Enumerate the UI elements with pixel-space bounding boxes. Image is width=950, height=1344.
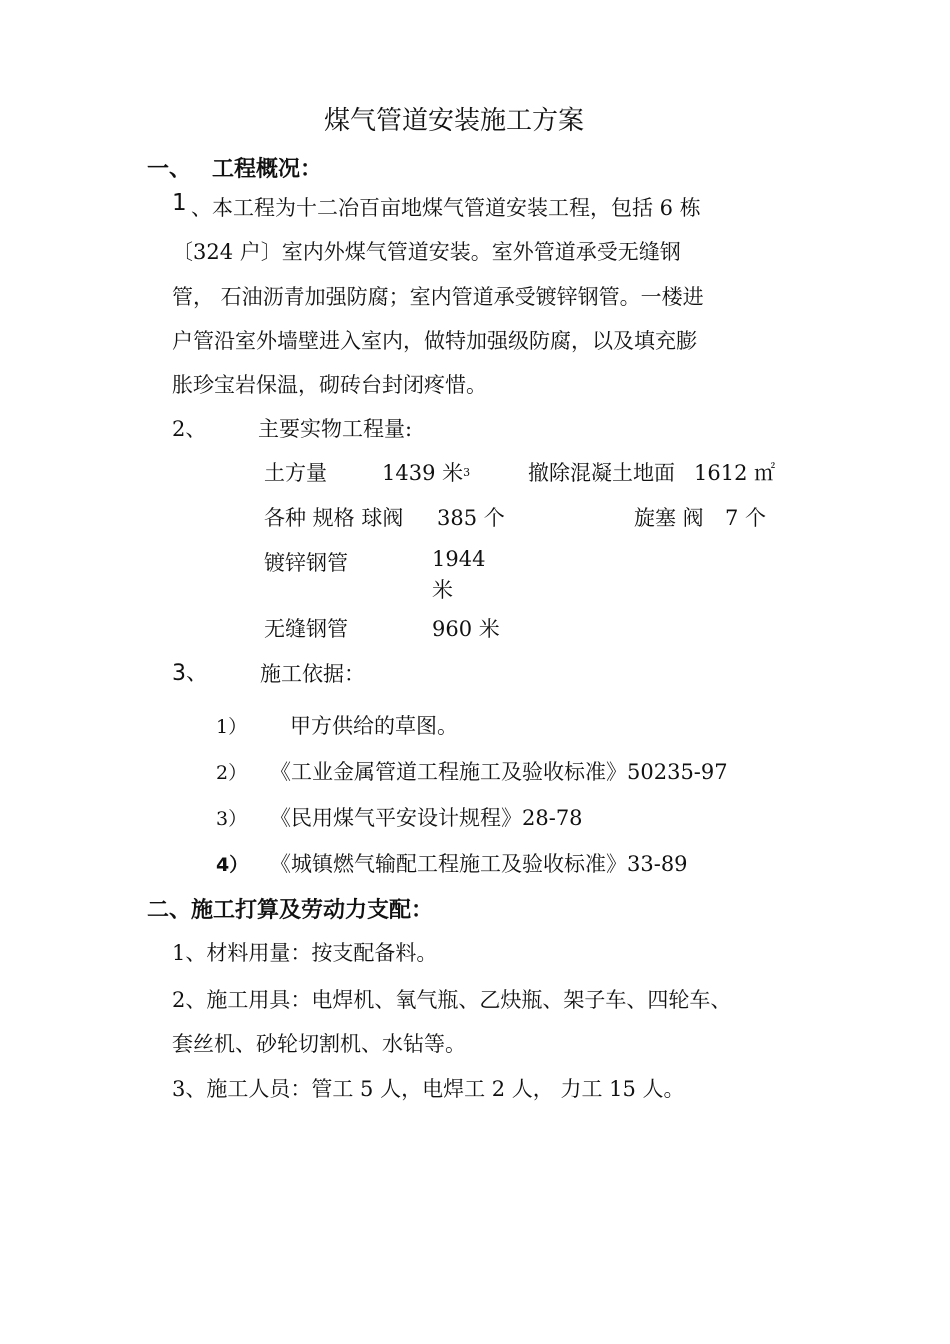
quantity-name: 旋塞 阀 — [634, 506, 704, 530]
section1-heading: 工程概况： — [212, 156, 323, 182]
item2-heading: 主要实物工程量: — [258, 417, 413, 441]
quantity-value: 1944 — [432, 547, 486, 571]
section2-item: 1、材料用量：按支配备料。 — [172, 941, 438, 965]
ref-text: 《民用煤气平安设计规程》28-78 — [270, 806, 583, 830]
section2-item: 套丝机、砂轮切割机、水钻等。 — [172, 1032, 466, 1056]
quantity-name: 各种 规格 球阀 — [264, 506, 404, 530]
quantity-name: 土方量 — [264, 461, 327, 485]
quantity-value: 1612 ㎡ — [694, 461, 776, 485]
ref-text: 《城镇燃气输配工程施工及验收标准》33-89 — [270, 852, 688, 876]
quantity-value: 米 — [432, 578, 453, 602]
superscript-3: 3 — [463, 466, 471, 479]
ref-number: 4） — [216, 854, 249, 876]
quantity-value: 7 个 — [725, 506, 767, 530]
item1-line: 、本工程为十二冶百亩地煤气管道安装工程，包括 6 栋 — [191, 196, 701, 220]
item1-line: 管， 石油沥青加强防腐；室内管道承受镀锌钢管。一楼进 — [172, 285, 704, 309]
quantity-value: 1439 米3 — [382, 461, 471, 485]
ref-number: 3） — [216, 808, 248, 830]
item1-line: 胀珍宝岩保温，砌砖台封闭疼惜。 — [172, 373, 487, 397]
item3-number: 3、 — [172, 661, 208, 686]
item3-heading: 施工依据： — [260, 662, 365, 686]
ref-number: 1） — [216, 716, 248, 738]
quantity-name: 镀锌钢管 — [264, 551, 348, 575]
section2-item: 2、施工用具：电焊机、氧气瓶、乙炔瓶、架子车、四轮车、 — [172, 988, 732, 1012]
item1-line: 〔324 户〕室内外煤气管道安装。室外管道承受无缝钢 — [172, 240, 681, 264]
section2-heading: 二、施工打算及劳动力支配： — [147, 897, 434, 923]
ref-text: 甲方供给的草图。 — [290, 714, 458, 738]
item1-line: 户管沿室外墙壁进入室内，做特加强级防腐，以及填充膨 — [172, 329, 697, 353]
quantity-name: 无缝钢管 — [264, 617, 348, 641]
item1-number: 1 — [172, 190, 187, 216]
ref-number: 2） — [216, 762, 248, 784]
quantity-value: 385 个 — [437, 506, 505, 530]
ref-text: 《工业金属管道工程施工及验收标准》50235-97 — [270, 760, 728, 784]
section2-item: 3、施工人员：管工 5 人，电焊工 2 人， 力工 15 人。 — [172, 1077, 685, 1101]
page-title: 煤气管道安装施工方案 — [324, 106, 585, 136]
item2-number: 2、 — [172, 417, 207, 441]
section1-number: 一、 — [147, 156, 192, 182]
quantity-name: 撤除混凝土地面 — [528, 461, 675, 485]
quantity-value: 960 米 — [432, 617, 500, 641]
